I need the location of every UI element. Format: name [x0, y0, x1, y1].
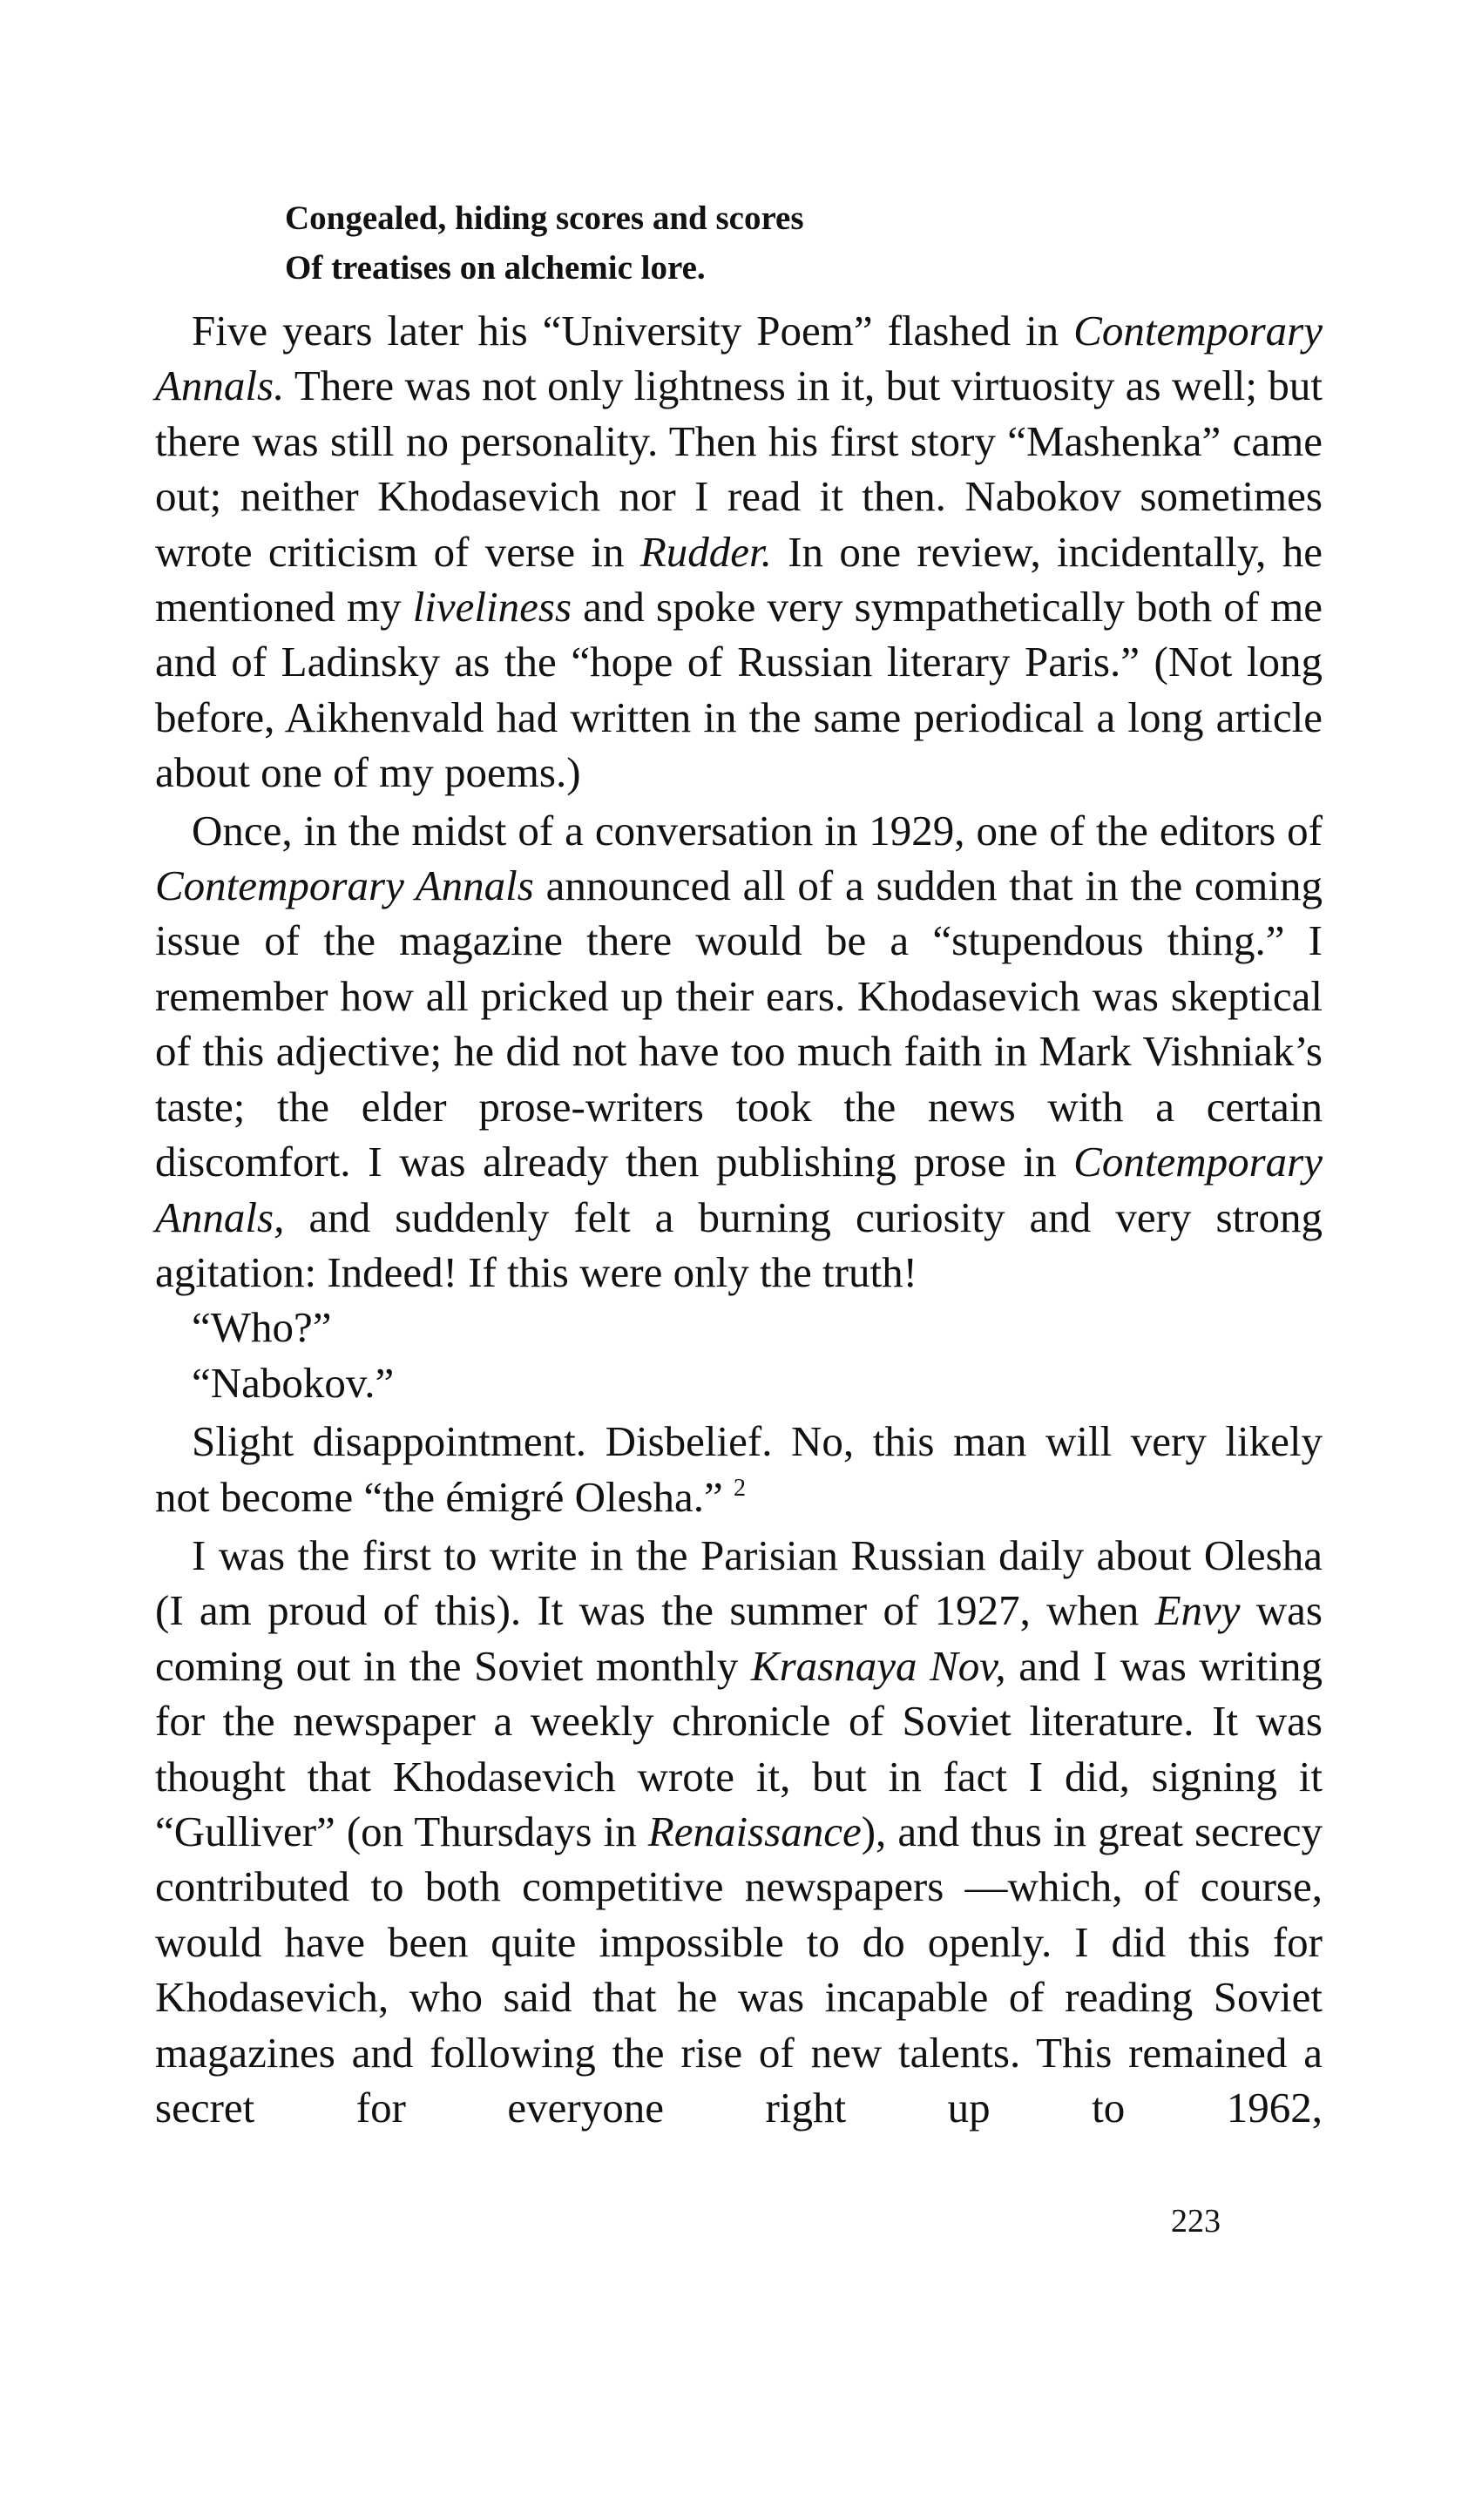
italic-title: Contemporary Annals. [155, 307, 1323, 410]
body-text [155, 303, 1323, 2135]
italic-title: Contemporary Annals, [155, 1138, 1323, 1241]
verse-line-2: Of treatises on alchemic lore. [285, 249, 706, 287]
italic-word: liveliness [412, 583, 572, 632]
text-span: Slight disappointment. Disbelief. No, this man will very likely not become “the émigré Olesha.” [155, 1417, 1323, 1521]
text-span: I was the first to write in the Parisian Russian daily about Olesha (I am proud of this). It was the summer of 1927, when [155, 1530, 1323, 1635]
text-span: was coming out in the Soviet monthly [155, 1586, 1323, 1690]
verse-line-1: Congealed, hiding scores and scores [285, 199, 804, 237]
paragraph-olesha [155, 1528, 1323, 2135]
italic-title: Envy [1154, 1586, 1241, 1635]
italic-title: Krasnaya Nov, [750, 1641, 1006, 1690]
paragraph-university-poem [155, 303, 1323, 801]
text-span: In one review, incidentally, he mentioned my [155, 527, 1323, 632]
text-span: There was not only lightness in it, but virtuosity as well; but there was still no personality. Then his first story “Mashenka” came out; neither Khodasevich nor I read it then. Nabokov sometimes wrote criticism of verse in [155, 361, 1323, 576]
paragraph-nabokov: “Nabokov.” [192, 1358, 395, 1407]
italic-title: Contemporary Annals [155, 861, 534, 910]
verse-quote [285, 193, 804, 293]
page-number: 223 [1171, 2203, 1221, 2240]
footnote-marker: 2 [733, 1474, 746, 1502]
text-span: and I was writing for the newspaper a weekly chronicle of Soviet literature. It was thought that Khodasevich wrote it, but in fact I did, signing it “Gulliver” (on Thursdays in [155, 1641, 1323, 1855]
italic-title: Rudder. [639, 527, 772, 576]
text-span: Five years later his “University Poem” flashed in [192, 307, 1074, 355]
text-span: and spoke very sympathetically both of me and of Ladinsky as the “hope of Russian literary Paris.” (Not long before, Aikhenvald had written in the same periodical a long article about one of my poems.) [155, 583, 1323, 797]
paragraph-disappointment [155, 1414, 1323, 1524]
text-span: ), and thus in great secrecy contributed to both competitive newspapers —which, of course, would have been quite impossible to do openly. I did this for Khodasevich, who said that he was incapable of reading Soviet magazines and following the rise of new talents. This remained a secret for everyone right up to 1962, [155, 1807, 1323, 2132]
text-span: and suddenly felt a burning curiosity and very strong agitation: Indeed! If this were only the truth! [155, 1192, 1323, 1296]
paragraph-who: “Who?” [192, 1303, 332, 1352]
text-span: Once, in the midst of a conversation in 1929, one of the editors of [192, 806, 1323, 855]
italic-title: Renaissance [647, 1807, 862, 1855]
paragraph-stupendous-thing [155, 803, 1323, 1301]
text-span: announced all of a sudden that in the coming issue of the magazine there would be a “stupendous thing.” I remember how all pricked up their ears. Khodasevich was skeptical of this adjective; he did not have too much faith in Mark Vishniak’s taste; the elder prose-writers took the news with a certain discomfort. I was already then publishing prose in [155, 861, 1323, 1186]
